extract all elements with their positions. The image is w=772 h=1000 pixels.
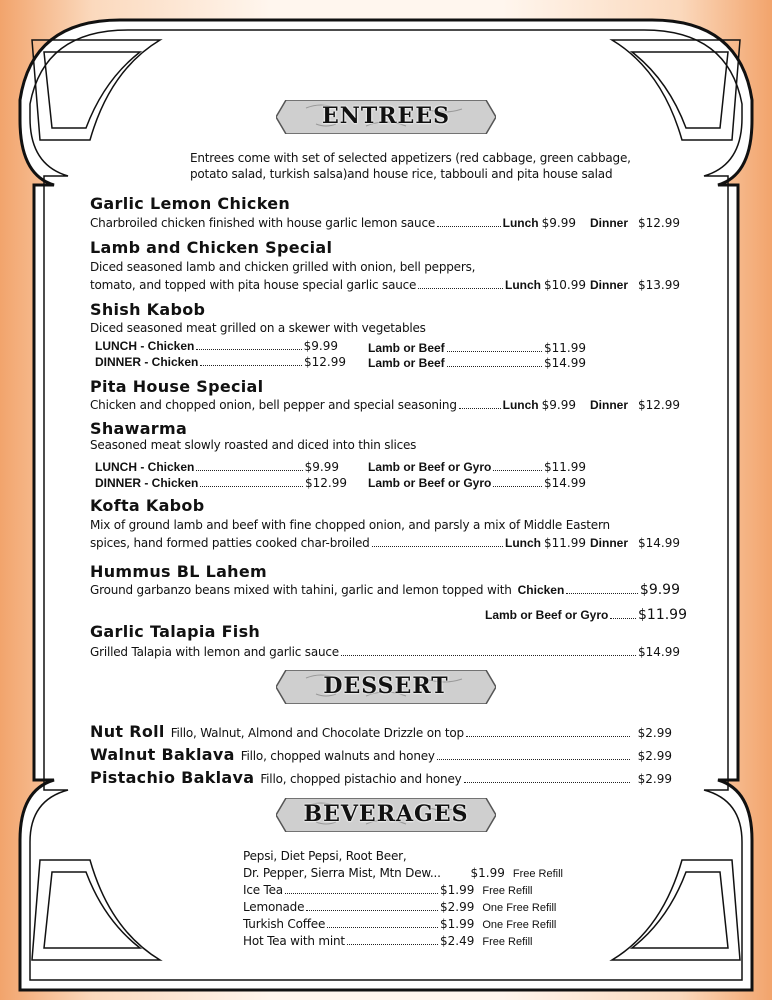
beverage-item: [243, 934, 563, 948]
dessert-price: $2.99: [637, 726, 672, 740]
dot-leader: [464, 782, 630, 783]
beverages-banner: [276, 798, 496, 832]
item-desc: Charbroiled chicken finished with house garlic lemon sauce: [90, 216, 436, 230]
item-row-hummus: [90, 582, 680, 598]
option-label: Lamb or Beef or Gyro: [368, 476, 492, 490]
dinner-label: Dinner: [589, 398, 628, 412]
dot-leader: [566, 593, 638, 594]
dessert-desc: Fillo, chopped pistachio and honey: [260, 772, 462, 786]
entrees-intro-2: potato salad, turkish salsa)and house rice, tabbouli and pita house salad: [190, 167, 613, 181]
beverage-soda-line: Pepsi, Diet Pepsi, Root Beer,: [243, 849, 407, 863]
item-desc-2: spices, hand formed patties cooked char-broiled: [90, 536, 370, 550]
beverage-note: One Free Refill: [482, 919, 557, 931]
shish-dinner-chicken-row: [95, 355, 346, 369]
dinner-price: $12.99: [638, 216, 680, 230]
dot-leader: [327, 927, 438, 928]
beverage-note: Free Refill: [482, 936, 533, 948]
item-price: $14.99: [638, 645, 680, 659]
item-row-talapia: [90, 645, 680, 659]
beverage-name: Lemonade: [243, 900, 305, 914]
option-price: $9.99: [303, 339, 338, 353]
lunch-label: Lunch: [502, 216, 539, 230]
dot-leader: [437, 226, 501, 227]
dessert-heading: DESSERT: [323, 673, 449, 699]
beverage-note: One Free Refill: [482, 902, 557, 914]
item-title-garlic-lemon-chicken: Garlic Lemon Chicken: [90, 194, 291, 213]
dot-leader: [200, 365, 302, 366]
dessert-item: [90, 722, 672, 741]
shish-lamb-beef-row-2: [368, 356, 586, 370]
shawarma-gyro-row-1: [368, 460, 586, 474]
dot-leader: [610, 618, 636, 619]
shish-lunch-chicken-row: [95, 339, 338, 353]
item-row-kofta-kabob: [90, 536, 680, 550]
lunch-label: Lunch: [504, 278, 541, 292]
option-label: Lamb or Beef: [368, 341, 445, 355]
entrees-banner: [276, 100, 496, 134]
lunch-price: $10.99: [543, 278, 586, 292]
lunch-label: Lunch: [504, 536, 541, 550]
item-title-garlic-talapia-fish: Garlic Talapia Fish: [90, 622, 261, 641]
dot-leader: [459, 408, 501, 409]
option-label: Lamb or Beef or Gyro: [368, 460, 492, 474]
dot-leader: [447, 351, 542, 352]
beverage-name: Hot Tea with mint: [243, 934, 345, 948]
dinner-price: $12.99: [638, 398, 680, 412]
beverage-item: [243, 900, 563, 914]
beverage-price: $1.99: [440, 917, 475, 931]
shish-lamb-beef-row-1: [368, 341, 586, 355]
item-desc: Diced seasoned meat grilled on a skewer with vegetables: [90, 321, 426, 335]
beverage-note: Free Refill: [512, 868, 563, 880]
dot-leader: [493, 470, 542, 471]
gyro-price: $11.99: [638, 607, 687, 623]
option-price: $14.99: [544, 476, 586, 490]
entrees-heading: ENTREES: [322, 103, 450, 129]
dot-leader: [285, 893, 438, 894]
beverage-name: Ice Tea: [243, 883, 283, 897]
item-desc: Grilled Talapia with lemon and garlic sauce: [90, 645, 339, 659]
dot-leader: [200, 486, 303, 487]
dot-leader: [196, 349, 301, 350]
dinner-label: Dinner: [589, 536, 628, 550]
option-price: $9.99: [304, 460, 339, 474]
option-label: DINNER - Chicken: [95, 476, 199, 490]
lunch-price: $9.99: [541, 216, 576, 230]
option-label: LUNCH - Chicken: [95, 460, 195, 474]
dinner-price: $13.99: [638, 278, 680, 292]
option-price: $12.99: [305, 476, 347, 490]
dessert-desc: Fillo, Walnut, Almond and Chocolate Drizzle on top: [170, 726, 464, 740]
beverage-item: [243, 883, 563, 897]
item-desc-1: Diced seasoned lamb and chicken grilled with onion, bell peppers,: [90, 260, 476, 274]
shawarma-lunch-chicken-row: [95, 460, 339, 474]
shawarma-dinner-chicken-row: [95, 476, 347, 490]
item-desc: Seasoned meat slowly roasted and diced into thin slices: [90, 438, 417, 452]
item-title-hummus-bl-lahem: Hummus BL Lahem: [90, 562, 267, 581]
dessert-price: $2.99: [637, 772, 672, 786]
beverages-heading: BEVERAGES: [303, 801, 469, 827]
lunch-label: Lunch: [502, 398, 539, 412]
item-desc: Chicken and chopped onion, bell pepper and special seasoning: [90, 398, 457, 412]
dot-leader: [447, 366, 542, 367]
item-desc-1: Mix of ground lamb and beef with fine chopped onion, and parsly a mix of Middle Eastern: [90, 518, 610, 532]
gyro-label: Lamb or Beef or Gyro: [485, 608, 609, 622]
dessert-name: Pistachio Baklava: [90, 768, 255, 787]
option-label: LUNCH - Chicken: [95, 339, 195, 353]
beverage-item: [243, 866, 563, 880]
item-desc: Ground garbanzo beans mixed with tahini, garlic and lemon topped with: [90, 583, 512, 597]
beverage-price: $2.99: [440, 900, 475, 914]
dot-leader: [372, 546, 503, 547]
chicken-price: $9.99: [639, 582, 680, 598]
item-title-kofta-kabob: Kofta Kabob: [90, 496, 205, 515]
item-desc-2: tomato, and topped with pita house special garlic sauce: [90, 278, 417, 292]
option-price: $14.99: [544, 356, 586, 370]
option-price: $11.99: [544, 460, 586, 474]
dessert-price: $2.99: [637, 749, 672, 763]
item-row-garlic-lemon-chicken: [90, 216, 680, 230]
shawarma-gyro-row-2: [368, 476, 586, 490]
dot-leader: [341, 655, 636, 656]
dessert-name: Nut Roll: [90, 722, 165, 741]
beverage-price: $1.99: [470, 866, 505, 880]
option-price: $12.99: [304, 355, 346, 369]
dessert-name: Walnut Baklava: [90, 745, 235, 764]
option-label: DINNER - Chicken: [95, 355, 199, 369]
lunch-price: $9.99: [541, 398, 576, 412]
item-row-hummus-gyro: [485, 607, 687, 623]
beverage-name: Dr. Pepper, Sierra Mist, Mtn Dew...: [243, 866, 441, 880]
dot-leader: [306, 910, 438, 911]
option-price: $11.99: [544, 341, 586, 355]
option-label: Lamb or Beef: [368, 356, 445, 370]
dot-leader: [347, 944, 438, 945]
dot-leader: [466, 736, 630, 737]
beverage-name: Turkish Coffee: [243, 917, 326, 931]
item-title-pita-house-special: Pita House Special: [90, 377, 264, 396]
item-row-lamb-chicken-special: [90, 278, 680, 292]
chicken-label: Chicken: [517, 583, 565, 597]
dessert-item: [90, 745, 672, 764]
dinner-label: Dinner: [589, 216, 628, 230]
dessert-desc: Fillo, chopped walnuts and honey: [240, 749, 435, 763]
dot-leader: [418, 288, 503, 289]
dot-leader: [437, 759, 630, 760]
beverage-price: $2.49: [440, 934, 475, 948]
lunch-price: $11.99: [543, 536, 586, 550]
entrees-intro-1: Entrees come with set of selected appetizers (red cabbage, green cabbage,: [190, 151, 631, 165]
dot-leader: [493, 486, 542, 487]
beverage-price: $1.99: [440, 883, 475, 897]
dot-leader: [196, 470, 302, 471]
beverage-item: [243, 917, 563, 931]
item-title-lamb-chicken-special: Lamb and Chicken Special: [90, 238, 333, 257]
dinner-label: Dinner: [589, 278, 628, 292]
item-row-pita-house-special: [90, 398, 680, 412]
beverage-note: Free Refill: [482, 885, 533, 897]
item-title-shawarma: Shawarma: [90, 419, 188, 438]
dessert-banner: [276, 670, 496, 704]
item-title-shish-kabob: Shish Kabob: [90, 300, 206, 319]
dessert-item: [90, 768, 672, 787]
dinner-price: $14.99: [638, 536, 680, 550]
